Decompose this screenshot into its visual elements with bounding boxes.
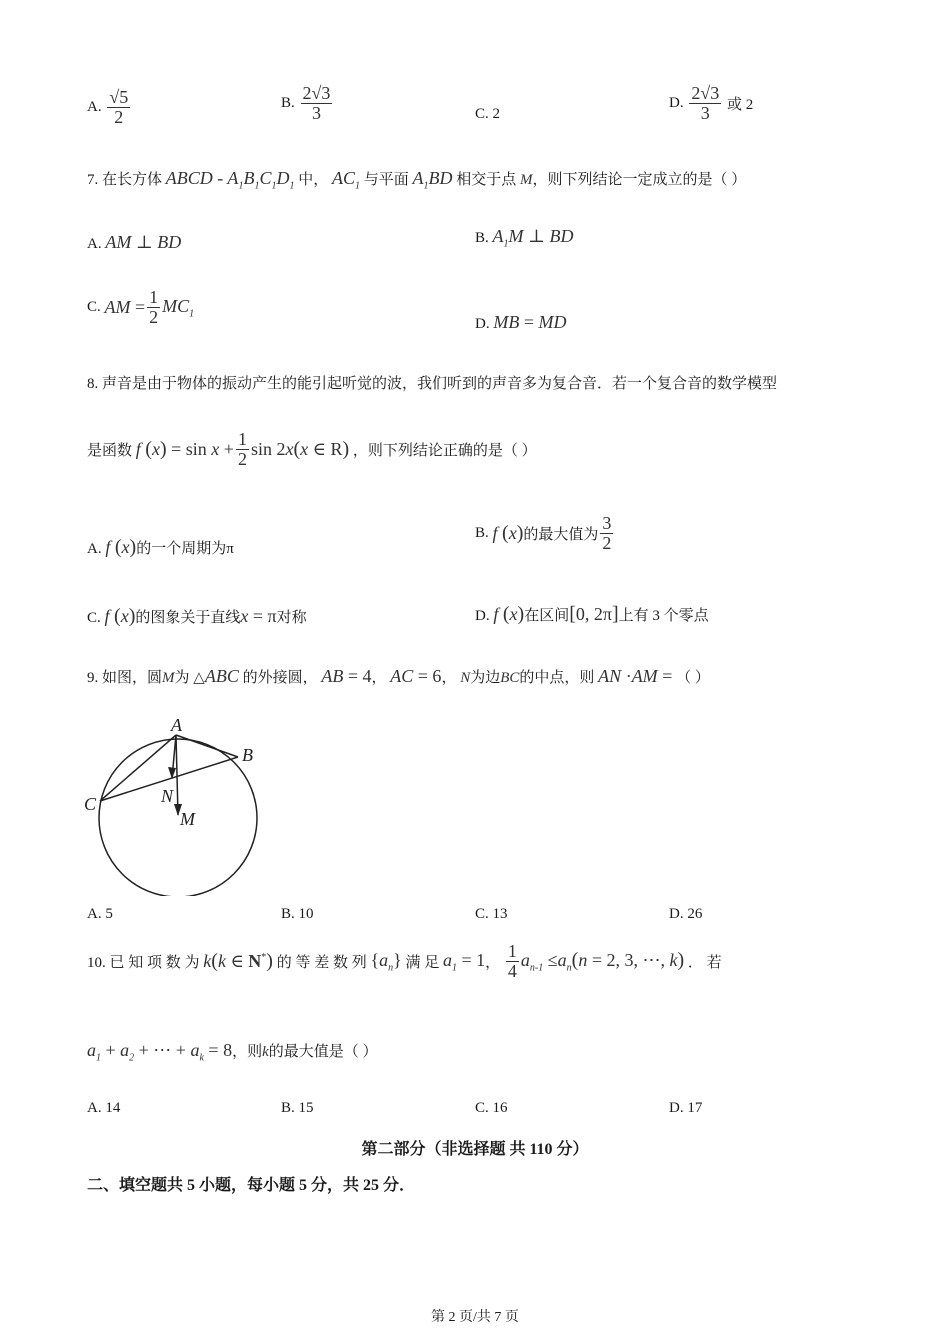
q8-stem-line2: 是函数 f (x) = sin x + $\frac{1}{2}$ sin 2x(x ∈ R) ，则下列结论正确的是（ ） (87, 429, 537, 469)
q6-d-fraction: $\frac{2√3}{3}$ (691, 83, 720, 123)
q8-option-a: A. f (x)的一个周期为π (87, 536, 234, 558)
page-number: 第 2 页/共 7 页 (431, 1310, 519, 1325)
q6-a-fraction: $\frac{√5}{2}$ (109, 87, 129, 127)
q6-option-b: B. $\frac{2√3}{3}$ (281, 83, 331, 123)
q10-stem-line1: 10. 已 知 项 数 为 k(k ∈ N*) 的 等 差 数 列 $\{a_n\}$ 满 足 $a_1 = 1$， $\frac{1}{4}$ $a_{n-1} \le a_n(n = 2$, 3, ⋯, k) ． 若 (87, 941, 722, 981)
q7-line: $AC_1$ (331, 168, 360, 192)
q10-stem-line2: $a_1 + a_2$ + ⋯ + $a_k = 8$，则k的最大值是（ ） (87, 1040, 378, 1064)
q7-box-name: ABCD - $A_1B_1C_1D_1$ (165, 168, 295, 192)
label-m: M (180, 809, 195, 829)
q10-option-a: A. 14 (87, 1100, 121, 1116)
q8-option-c: C. f (x)的图象关于直线x = π对称 (87, 605, 307, 627)
q7-stem: 7. 在长方体 ABCD - $A_1B_1C_1D_1$ 中， $AC_1$ 与平面 $A_1BD$ 相交于点 M，则下列结论一定成立的是（ ） (87, 168, 747, 192)
part2-title: 第二部分（非选择题 共 110 分） (361, 1141, 589, 1158)
q10-option-d: D. 17 (669, 1100, 703, 1116)
label-n: N (161, 786, 174, 806)
q9-option-a: A. 5 (87, 906, 113, 922)
q7-option-d: D. MB = MD (475, 312, 567, 332)
vector-am (176, 735, 178, 815)
q6-option-c: C. 2 (475, 106, 501, 122)
section-title: 二、填空题共 5 小题，每小题 5 分，共 25 分． (87, 1177, 416, 1194)
circle-m (99, 739, 257, 896)
segment-ab (176, 735, 238, 757)
q8-stem-line1: 8. 声音是由于物体的振动产生的能引起听觉的波，我们听到的声音多为复合音．若一个复合音的数学模型 (87, 376, 778, 392)
q6-option-d: D. $\frac{2√3}{3}$ 或 2 (669, 83, 754, 123)
label-b: B (242, 745, 253, 765)
label-c: C (84, 794, 97, 814)
q8-option-b: B. f (x)的最大值为 $\frac{3}{2}$ (475, 513, 612, 553)
q7-plane: $A_1BD$ (412, 168, 453, 192)
q7-option-b: B. $A_1M$ ⊥ BD (475, 226, 574, 250)
q7-option-a: A. AM ⊥ BD (87, 232, 182, 252)
q6-b-fraction: $\frac{2√3}{3}$ (302, 83, 331, 123)
q9-stem: 9. 如图，圆M为 △ABC 的外接圆， AB = 4， AC = 6， N为边BC的中点，则 AN ·AM = （ ） (87, 666, 710, 686)
q9-option-c: C. 13 (475, 906, 508, 922)
q8-option-d: D. f (x)在区间[0, 2π]上有 3 个零点 (475, 603, 709, 625)
q9-figure (80, 712, 270, 896)
q9-option-d: D. 26 (669, 906, 703, 922)
q10-option-b: B. 15 (281, 1100, 314, 1116)
q10-option-c: C. 16 (475, 1100, 508, 1116)
label-a: A (171, 715, 182, 735)
q7-option-c: C. AM = $\frac{1}{2}$ $MC_1$ (87, 287, 195, 327)
q6-option-a: A. $\frac{√5}{2}$ (87, 87, 129, 127)
q9-option-b: B. 10 (281, 906, 314, 922)
